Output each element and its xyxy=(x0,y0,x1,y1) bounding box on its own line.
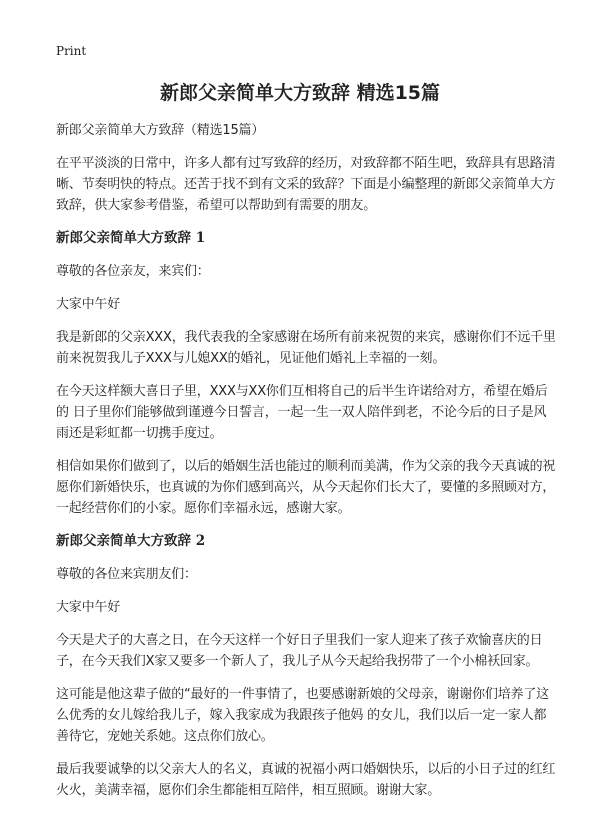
page-title: 新郎父亲简单大方致辞 精选15篇 xyxy=(159,82,441,104)
salutation-2: 尊敬的各位来宾朋友们： xyxy=(56,567,197,582)
print-link[interactable]: Print xyxy=(56,44,87,58)
intro-paragraph: 在平平淡淡的日常中，许多人都有过写致辞的经历，对致辞都不陌生吧，致辞具有思路清晰、节奏明快的特点。还苦于找不到有文采的致辞？下面是小编整理的新郎父亲简单大方致辞，供大家参考借鉴，希望可以帮助到有需要的朋友。 xyxy=(56,156,556,213)
speech-paragraph: 今天是犬子的大喜之日，在今天这样一个好日子里我们一家人迎来了孩子欢愉喜庆的日子，在今天我们X家又要多一个新人了，我儿子从今天起给我拐带了一个小棉袄回家。 xyxy=(56,633,543,669)
speech-paragraph: 最后我要诚挚的以父亲大人的名义，真诚的祝福小两口婚姻快乐，以后的小日子过的红红火火，美满幸福，愿你们余生都能相互陪伴，相互照顾。谢谢大家。 xyxy=(56,762,556,798)
section-heading-2: 新郎父亲简单大方致辞 2 xyxy=(56,533,206,549)
article-body xyxy=(56,120,556,813)
section-heading-1: 新郎父亲简单大方致辞 1 xyxy=(56,230,206,246)
speech-paragraph: 这可能是他这辈子做的“最好的一件事情了，也要感谢新娘的父母亲，谢谢你们培养了这么优秀的女儿嫁给我儿子，嫁入我家成为我跟孩子他妈 的女儿，我们以后一定一家人都善待它，宠她关系她。这点你们放心。 xyxy=(56,687,549,744)
speech-paragraph: 在今天这样额大喜日子里，XXX与XX你们互相将自己的后半生许诺给对方，希望在婚后的 日子里你们能够做到谨遵今日誓言，一起一生一双人陪伴到老，不论今后的日子是风雨还是彩虹都一切携手度过。 xyxy=(56,384,548,441)
greeting-2: 大家中午好 xyxy=(56,600,121,615)
speech-paragraph: 相信如果你们做到了，以后的婚姻生活也能过的顺利而美满，作为父亲的我今天真诚的祝愿你们新婚快乐，也真诚的为你们感到高兴，从今天起你们长大了，要懂的多照顾对方，一起经营你们的小家。愿你们幸福永远，感谢大家。 xyxy=(56,459,556,516)
greeting-1: 大家中午好 xyxy=(56,297,121,312)
salutation-1: 尊敬的各位亲友，来宾们： xyxy=(56,264,210,279)
speech-paragraph: 我是新郎的父亲XXX，我代表我的全家感谢在场所有前来祝贺的来宾，感谢你们不远千里前来祝贺我儿子XXX与儿媳XX的婚礼，见证他们婚礼上幸福的一刻。 xyxy=(56,330,556,366)
subtitle-paragraph: 新郎父亲简单大方致辞（精选15篇） xyxy=(56,123,265,138)
